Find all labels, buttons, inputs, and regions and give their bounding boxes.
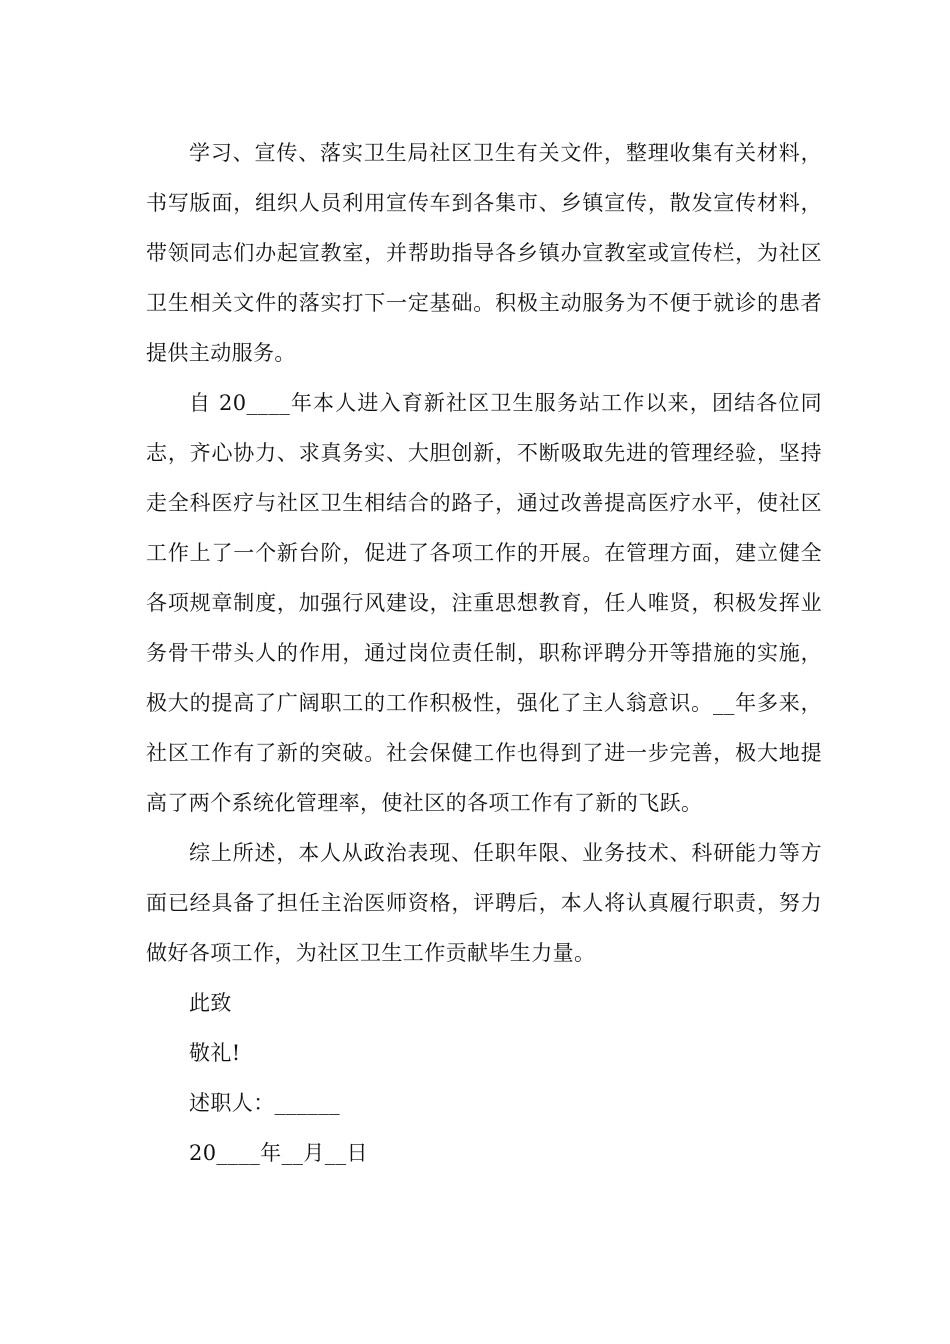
paragraph-publicity-work: 学习、宣传、落实卫生局社区卫生有关文件，整理收集有关材料，书写版面，组织人员利用宣传车到各集市、乡镇宣传，散发宣传材料，带领同志们办起宣教室，并帮助指导各乡镇办宣教室或宣传栏，为社区卫生相关文件的落实打下一定基础。积极主动服务为不便于就诊的患者提供主动服务。 (146, 141, 822, 365)
date-line: 20____年__月__日 (189, 1141, 368, 1165)
document-body (146, 128, 822, 1178)
signature-line: 述职人：______ (189, 1091, 340, 1115)
salutation-cizhi: 此致 (189, 991, 232, 1015)
paragraph-management-work: 自 20____年本人进入育新社区卫生服务站工作以来，团结各位同志，齐心协力、求真务实、大胆创新，不断吸取先进的管理经验，坚持走全科医疗与社区卫生相结合的路子，通过改善提高医疗水平，使社区工作上了一个新台阶，促进了各项工作的开展。在管理方面，建立健全各项规章制度，加强行风建设，注重思想教育，任人唯贤，积极发挥业务骨干带头人的作用，通过岗位责任制，职称评聘分开等措施的实施，极大的提高了广阔职工的工作积极性，强化了主人翁意识。__年多来，社区工作有了新的突破。社会保健工作也得到了进一步完善，极大地提高了两个系统化管理率，使社区的各项工作有了新的飞跃。 (146, 391, 822, 815)
paragraph-summary: 综上所述，本人从政治表现、任职年限、业务技术、科研能力等方面已经具备了担任主治医师资格，评聘后，本人将认真履行职责，努力做好各项工作，为社区卫生工作贡献毕生力量。 (146, 841, 822, 965)
salutation-jingli: 敬礼! (189, 1041, 241, 1065)
